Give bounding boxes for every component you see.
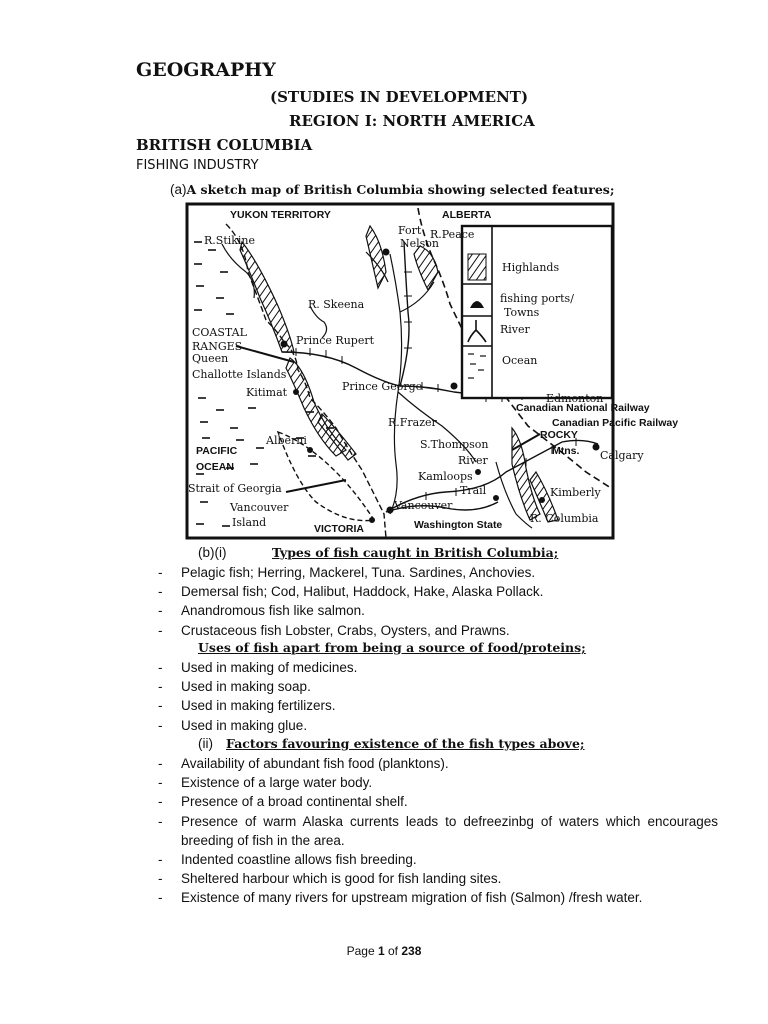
list-item: - Used in making of medicines. [158, 658, 718, 677]
map-label-victoria: VICTORIA [314, 523, 364, 535]
list-item: - Used in making fertilizers. [158, 696, 718, 715]
factors-list [158, 754, 718, 908]
list-item: - Demersal fish; Cod, Halibut, Haddock, Hake, Alaska Pollack. [158, 582, 718, 601]
map-label-vancouver-island-1: Vancouver [230, 501, 289, 514]
subtitle: (STUDIES IN DEVELOPMENT) [270, 88, 529, 106]
list-item: - Existence of many rivers for upstream migration of fish (Salmon) /fresh water. [158, 888, 718, 907]
map-label-vancouver: Vancouver [394, 499, 453, 512]
map-label-frazer: R.Frazer [388, 416, 437, 429]
topic-heading: FISHING INDUSTRY [136, 158, 259, 173]
footer-of: of [384, 944, 402, 958]
map-label-fort: Fort [398, 224, 422, 237]
legend-label-river: River [500, 323, 530, 336]
map-label-nelson: Nelson [400, 237, 440, 250]
map-label-coastal: COASTAL [192, 326, 247, 339]
map-label-yukon: YUKON TERRITORY [230, 209, 331, 221]
coastal-ranges-north [240, 242, 294, 352]
list-item: - Pelagic fish; Herring, Mackerel, Tuna. Sardines, Anchovies. [158, 563, 718, 582]
legend-highlands-icon [468, 254, 486, 280]
page-title: GEOGRAPHY [136, 59, 276, 81]
region-heading: REGION I: NORTH AMERICA [289, 112, 535, 130]
map-label-columbia: R. Columbia [530, 512, 599, 525]
map-label-cpr: Canadian Pacific Railway [552, 417, 679, 429]
sketch-label: (a) [170, 182, 187, 197]
map-label-alberta: ALBERTA [442, 209, 492, 221]
peace-highlands [414, 246, 438, 290]
factors-heading: Factors favouring existence of the fish types above; [226, 736, 585, 751]
section-b-label: (b)(i) [198, 545, 227, 560]
list-item: - Crustaceous fish Lobster, Crabs, Oysters, and Prawns. [158, 621, 718, 640]
map-label-prince-rupert: Prince Rupert [296, 334, 375, 347]
map-label-trail: Trail [460, 484, 487, 497]
map-label-river: River [458, 454, 488, 467]
legend-label-ocean: Ocean [502, 354, 538, 367]
list-item: - Used in making soap. [158, 677, 718, 696]
legend-label-ports: fishing ports/ [500, 292, 574, 305]
map-label-kamloops: Kamloops [418, 470, 473, 483]
map-label-mtns: Mtns. [552, 445, 580, 457]
list-item: - Presence of warm Alaska currents leads to defreezinbg of waters which encourages breeding of fish in the area. [158, 812, 718, 850]
list-item: - Sheltered harbour which is good for fish landing sites. [158, 869, 718, 888]
map-label-vancouver-island-2: Island [232, 516, 267, 529]
map-label-ranges: RANGES [192, 340, 243, 353]
footer-prefix: Page [346, 944, 378, 958]
fish-types-list [158, 563, 718, 640]
types-heading: Types of fish caught in British Columbia; [272, 545, 559, 560]
map-label-alberni: Alberni [266, 434, 307, 447]
sketch-map [186, 202, 679, 540]
sketch-heading-line [170, 179, 614, 198]
legend-label-highlands: Highlands [502, 261, 560, 274]
sketch-heading: A sketch map of British Columbia showing selected features; [186, 182, 615, 197]
province-heading: BRITISH COLUMBIA [136, 136, 313, 154]
map-label-calgary: Calgary [600, 449, 644, 462]
list-item: - Availability of abundant fish food (planktons). [158, 754, 718, 773]
list-item: - Used in making glue. [158, 716, 718, 735]
map-label-stikine: R.Stikine [204, 234, 256, 247]
map-label-cnr: Canadian National Railway [516, 402, 650, 414]
list-item: - Presence of a broad continental shelf. [158, 792, 718, 811]
map-label-prince-george: Prince George [342, 380, 423, 393]
map-label-peace: R.Peace [430, 228, 475, 241]
map-label-challotte: Challotte Islands [192, 368, 287, 381]
map-label-thompson: S.Thompson [420, 438, 489, 451]
list-item: - Existence of a large water body. [158, 773, 718, 792]
map-label-pacific: PACIFIC [196, 445, 238, 457]
uses-heading: Uses of fish apart from being a source of food/proteins; [198, 640, 586, 655]
map-label-ocean: OCEAN [196, 461, 234, 473]
northern-highlands [366, 226, 386, 288]
list-item: - Anandromous fish like salmon. [158, 601, 718, 620]
map-label-edmonton: Edmonton [546, 392, 604, 405]
map-label-skeena: R. Skeena [308, 298, 365, 311]
map-label-washington: Washington State [414, 519, 503, 531]
map-label-strait: Strait of Georgia [188, 482, 282, 495]
map-label-rocky: ROCKY [540, 429, 578, 441]
map-label-kimberly: Kimberly [550, 486, 601, 499]
section-ii-label: (ii) [198, 736, 213, 751]
footer-page-total: 238 [401, 944, 422, 958]
page-footer [0, 944, 768, 958]
fish-uses-list [158, 658, 718, 735]
legend-label-towns: Towns [504, 306, 540, 319]
map-label-kitimat: Kitimat [246, 386, 288, 399]
map-label-queen: Queen [192, 352, 229, 365]
list-item: - Indented coastline allows fish breeding. [158, 850, 718, 869]
footer-page-number: 1 [377, 944, 385, 958]
